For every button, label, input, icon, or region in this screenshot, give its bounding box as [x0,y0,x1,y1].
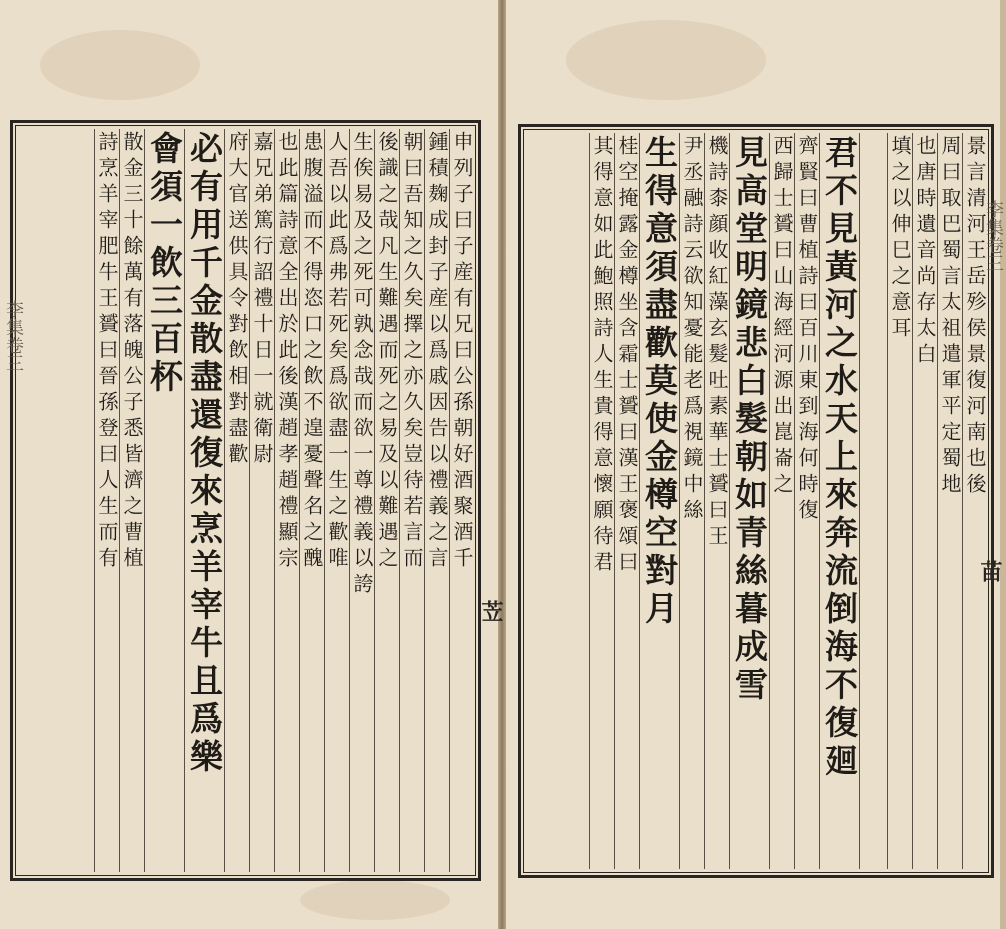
commentary-column: 嘉兄弟篤行詔禮十日一就衛尉 [249,129,274,872]
left-folio: 苙 [478,600,504,622]
commentary-column: 齊賢曰曹植詩曰百川東到海何時復 [794,133,819,869]
commentary-column: 西歸士贇曰山海經河源出崑崙之 [769,133,794,869]
right-text-frame [518,124,994,878]
paper-stain [300,880,450,920]
commentary-column: 也此篇詩意全出於此後漢趙孝趙禮顯宗 [274,129,299,872]
commentary-column: 患腹溢而不得恣口之飲不遑憂聲名之醜 [299,129,324,872]
commentary-column: 生俟易及之死可孰念哉而欲一尊禮義以誇 [349,129,374,872]
main-text-column: 君不見黃河之水天上來奔流倒海不復廻 [819,133,859,869]
commentary-column: 周曰取巴蜀言太祖遣軍平定蜀地 [937,133,962,869]
left-text-frame [10,120,481,881]
right-margin-title: 李集卷三 [983,200,1004,272]
main-text-column: 生得意須盡歡莫使金樽空對月 [639,133,679,869]
commentary-column: 後識之哉凡生難遇而死之易及以難遇之 [374,129,399,872]
right-folio: 苗 [977,560,1003,582]
commentary-column: 景言清河王岳殄侯景復河南也後 [962,133,987,869]
commentary-column: 桂空掩露金樽坐含霜士贇曰漢王褒頌曰 [614,133,639,869]
commentary-column: 機詩桼顔收紅藻玄髮吐素華士贇曰王 [704,133,729,869]
commentary-column: 其得意如此鮑照詩人生貴得意懷願待君 [589,133,614,869]
left-columns [94,129,474,872]
commentary-column: 散金三十餘萬有落魄公子悉皆濟之曹植 [119,129,144,872]
commentary-column: 填之以伸巳之意耳 [887,133,912,869]
commentary-column: 詩烹羊宰肥牛王贇曰晉孫登曰人生而有 [94,129,119,872]
commentary-column: 也唐時遺音尚存太白 [912,133,937,869]
right-columns [589,133,987,869]
commentary-column: 府大官送供具令對飲相對盡歡 [224,129,249,872]
main-text-column: 必有用千金散盡還復來烹羊宰牛且爲樂 [184,129,224,872]
main-text-column: 見高堂明鏡悲白髮朝如青絲暮成雪 [729,133,769,869]
main-text-column: 會須一飲三百杯 [144,129,184,872]
commentary-column: 尹丞融詩云欲知憂能老爲視鏡中絲 [679,133,704,869]
left-margin-title: 李集卷三 [3,300,24,372]
book-gutter [498,0,506,929]
commentary-column: 人吾以此爲弗若死矣爲欲盡一生之歡唯 [324,129,349,872]
commentary-column: 鍾積麹成封子産以爲戚因告以禮義之言 [424,129,449,872]
commentary-column: 朝曰吾知之久矣擇之亦久矣豈待若言而 [399,129,424,872]
paper-stain [40,30,200,100]
blank-column [859,133,887,869]
paper-stain [566,20,766,100]
commentary-column: 申列子曰子産有兄曰公孫朝好酒聚酒千 [449,129,474,872]
